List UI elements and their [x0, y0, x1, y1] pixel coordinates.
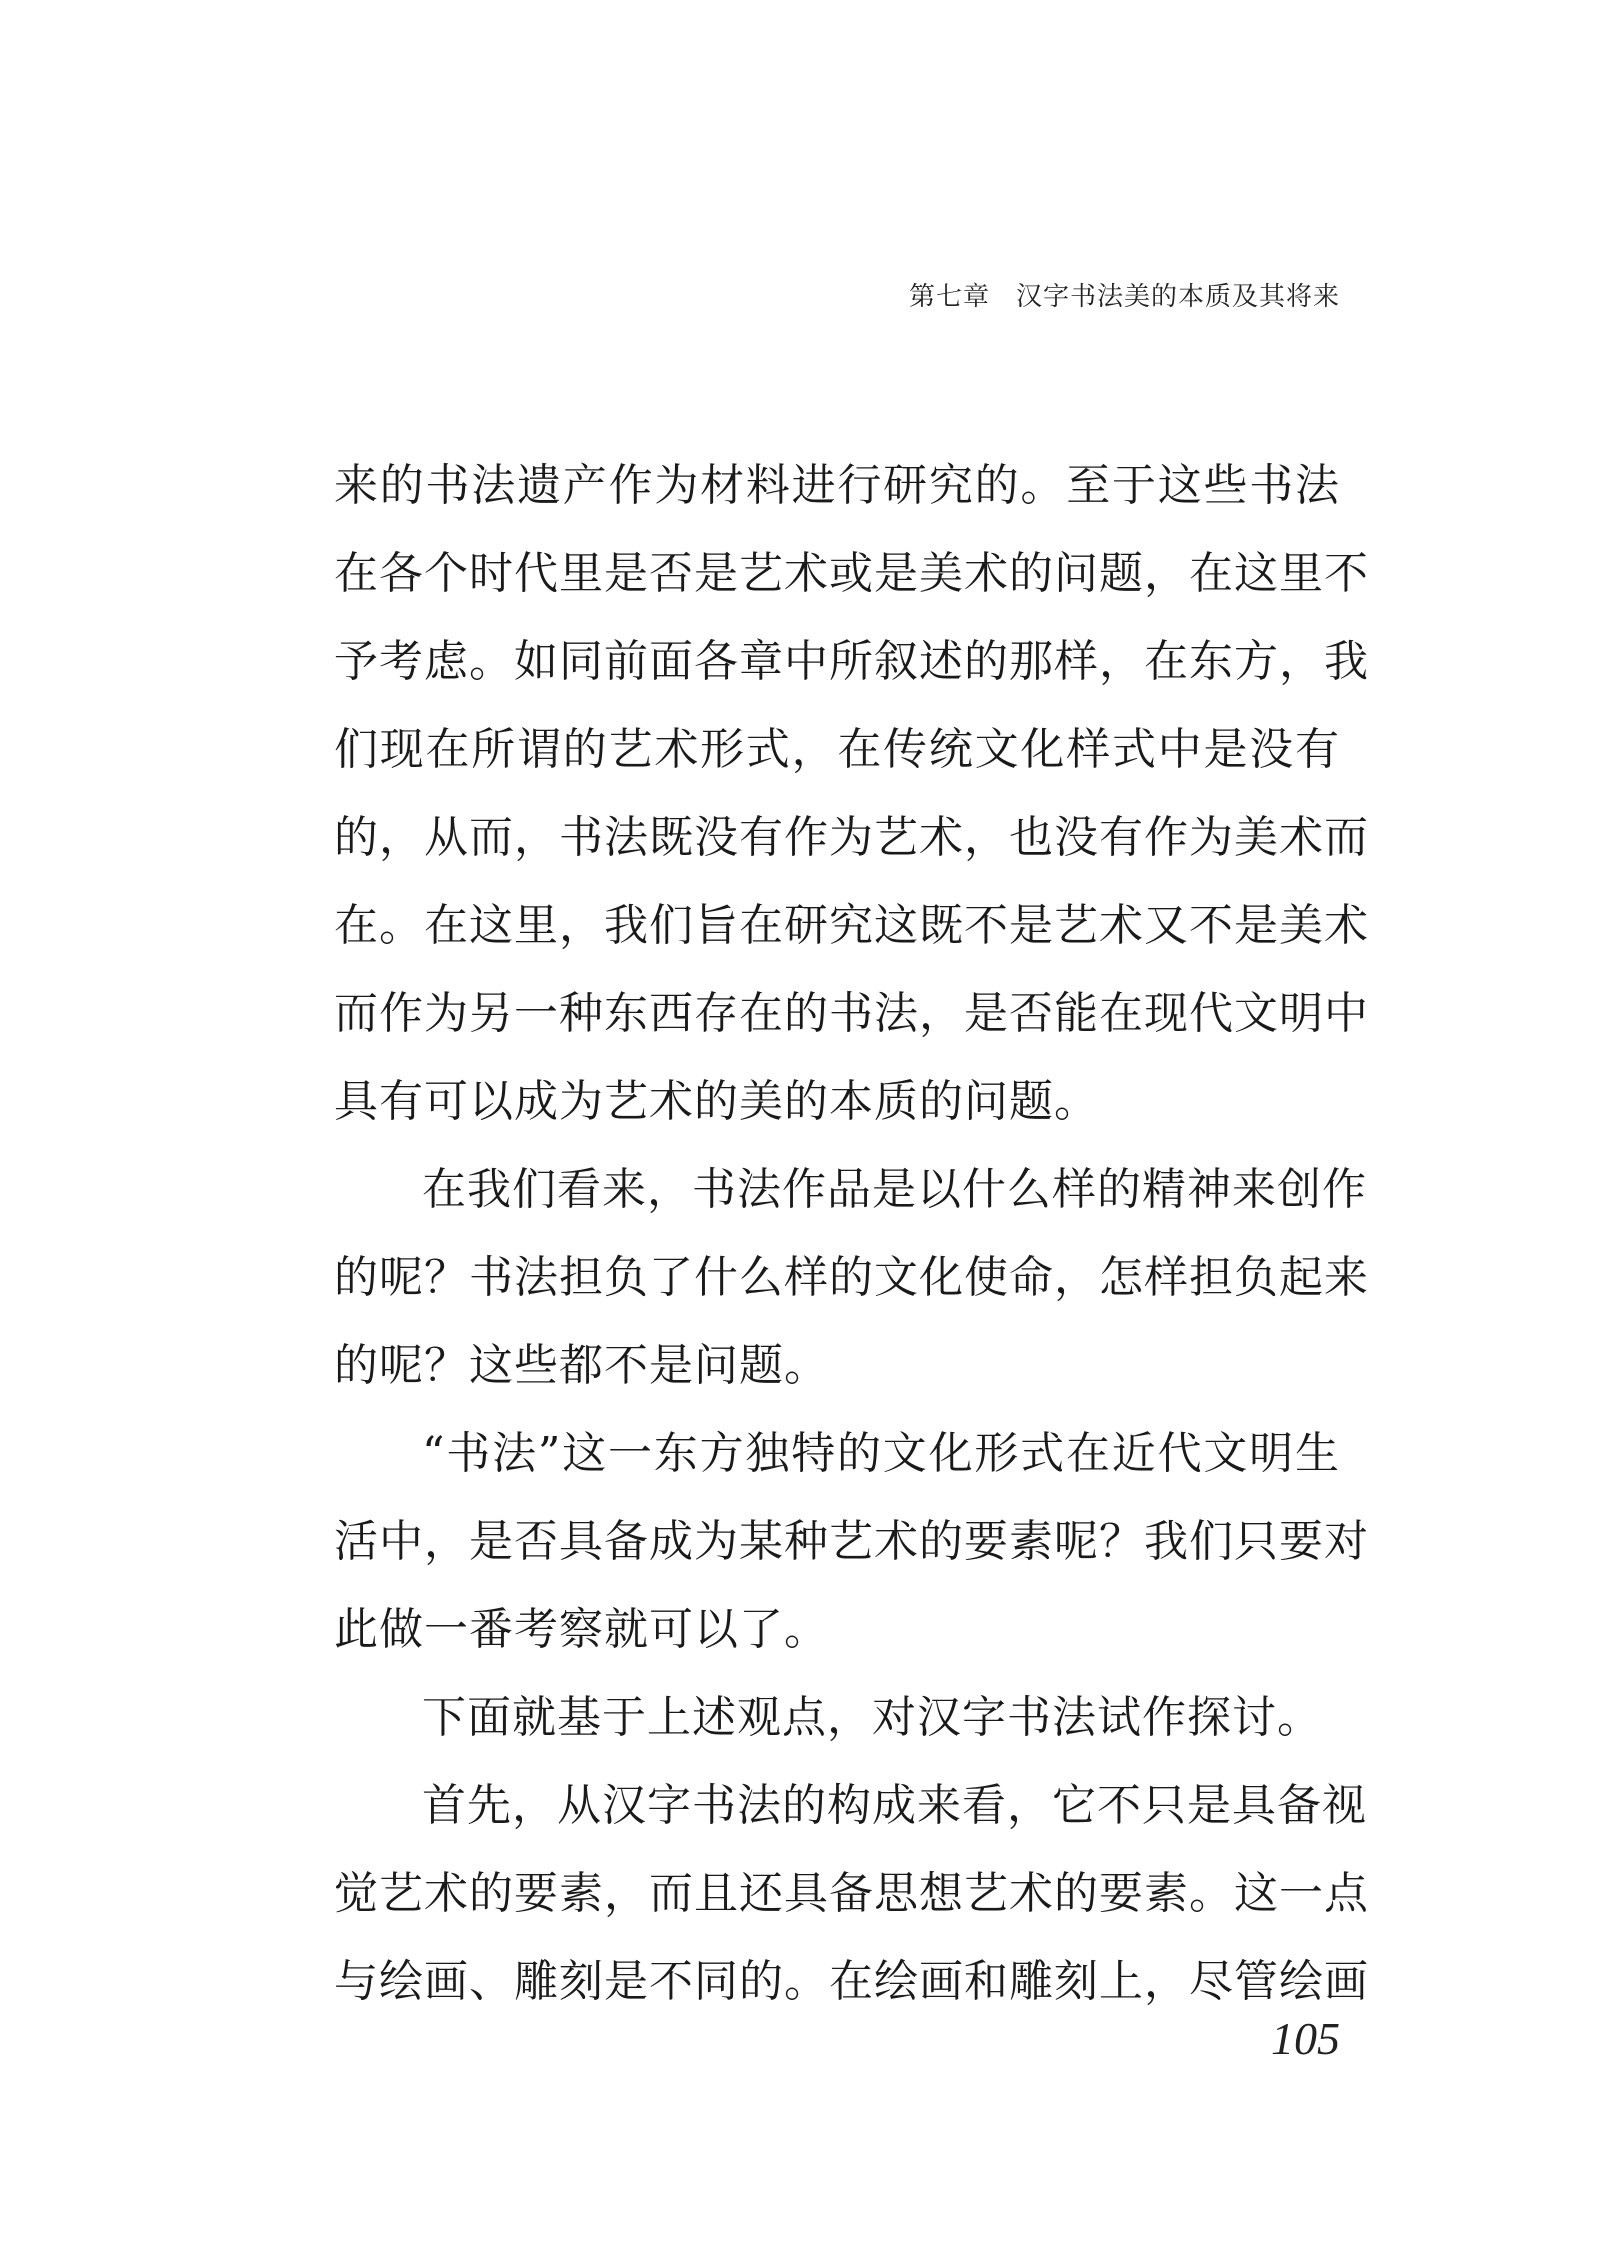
text-line: 在。在这里，我们旨在研究这既不是艺术又不是美术 — [334, 900, 1369, 951]
text-line: 具有可以成为艺术的美的本质的问题。 — [334, 1076, 1099, 1127]
chapter-title: 汉字书法美的本质及其将来 — [1015, 282, 1340, 312]
text-line: 觉艺术的要素，而且还具备思想艺术的要素。这一点 — [334, 1868, 1369, 1919]
text-line: 予考虑。如同前面各章中所叙述的那样，在东方，我 — [334, 636, 1369, 687]
text-line: 的呢？书法担负了什么样的文化使命，怎样担负起来 — [334, 1252, 1369, 1303]
chapter-label: 第七章 — [908, 282, 990, 312]
text-line: 在我们看来，书法作品是以什么样的精神来创作 — [422, 1164, 1367, 1215]
text-line: 的，从而，书法既没有作为艺术，也没有作为美术而 — [334, 812, 1369, 863]
page-number: 105 — [1271, 2013, 1340, 2064]
text-line: 下面就基于上述观点，对汉字书法试作探讨。 — [422, 1692, 1322, 1743]
body-text — [334, 442, 1369, 2026]
running-header — [870, 276, 1340, 313]
text-line: 活中，是否具备成为某种艺术的要素呢？我们只要对 — [334, 1516, 1369, 1567]
text-line: 在各个时代里是否是艺术或是美术的问题，在这里不 — [334, 548, 1369, 599]
text-line: 来的书法遗产作为材料进行研究的。至于这些书法 — [334, 460, 1340, 511]
text-line: 与绘画、雕刻是不同的。在绘画和雕刻上，尽管绘画 — [334, 1956, 1369, 2007]
text-line: 们现在所谓的艺术形式，在传统文化样式中是没有 — [334, 724, 1340, 775]
text-line: 而作为另一种东西存在的书法，是否能在现代文明中 — [334, 988, 1369, 1039]
text-line: 此做一番考察就可以了。 — [334, 1604, 829, 1655]
text-line: 首先，从汉字书法的构成来看，它不只是具备视 — [422, 1780, 1367, 1831]
text-line: 的呢？这些都不是问题。 — [334, 1340, 829, 1391]
text-line: “书法”这一东方独特的文化形式在近代文明生 — [422, 1428, 1340, 1479]
